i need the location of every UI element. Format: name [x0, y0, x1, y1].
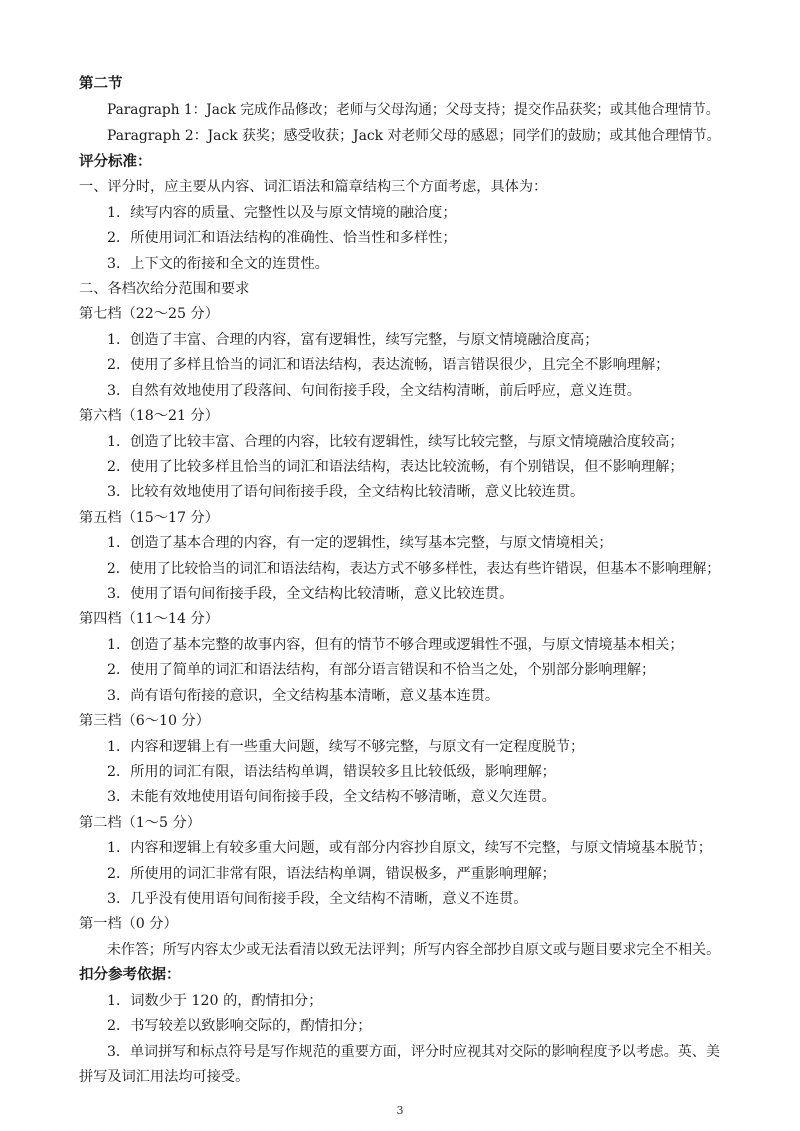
- grade-item: 1．创造了基本合理的内容，有一定的逻辑性，续写基本完整，与原文情境相关；: [107, 535, 613, 551]
- part-one-item: 2．所使用词汇和语法结构的准确性、恰当性和多样性；: [107, 230, 457, 246]
- grade-item: 2．使用了简单的词汇和语法结构，有部分语言错误和不恰当之处，个别部分影响理解；: [107, 662, 656, 678]
- grade-item: 1．创造了丰富、合理的内容，富有逻辑性，续写完整，与原文情境融洽度高；: [107, 332, 599, 348]
- grade-item: 3．几乎没有使用语句间衔接手段，全文结构不清晰，意义不连贯。: [107, 891, 528, 907]
- grade-item: 1．创造了比较丰富、合理的内容，比较有逻辑性，续写比较完整，与原文情境融洽度较高；: [107, 434, 684, 450]
- grade-item: 3．自然有效地使用了段落间、句间衔接手段，全文结构清晰，前后呼应，意义连贯。: [107, 383, 641, 399]
- part-two-heading: 二、各档次给分范围和要求: [79, 281, 250, 297]
- grade-item: 3．未能有效地使用语句间衔接手段，全文结构不够清晰，意义欠连贯。: [107, 789, 556, 805]
- grade-title: 第一档（0 分）: [79, 916, 178, 932]
- grade-item: 2．使用了比较多样且恰当的词汇和语法结构，表达比较流畅，有个别错误，但不影响理解；: [107, 459, 684, 475]
- grade-title: 第五档（15～17 分）: [79, 510, 219, 526]
- deduction-item-continued: 拼写及词汇用法均可接受。: [79, 1069, 250, 1085]
- paragraph-1-hint: Paragraph 1：Jack 完成作品修改；老师与父母沟通；父母支持；提交作品获奖；或其他合理情节。: [107, 102, 720, 118]
- part-one-item: 1．续写内容的质量、完整性以及与原文情境的融洽度；: [107, 205, 457, 221]
- deduction-item: 1．词数少于 120 的，酌情扣分；: [107, 993, 323, 1009]
- grade-item: 2．使用了多样且恰当的词汇和语法结构，表达流畅，语言错误很少，且完全不影响理解；: [107, 357, 670, 373]
- grade-title: 第六档（18～21 分）: [79, 408, 219, 424]
- deduction-item: 2．书写较差以致影响交际的，酌情扣分；: [107, 1018, 372, 1034]
- part-one-item: 3．上下文的衔接和全文的连贯性。: [107, 256, 329, 272]
- grade-item: 2．使用了比较恰当的词汇和语法结构，表达方式不够多样性，表达有些许错误，但基本不影响理解；: [107, 561, 721, 577]
- grade-title: 第四档（11～14 分）: [79, 611, 219, 627]
- grade-title: 第三档（6～10 分）: [79, 713, 210, 729]
- criteria-title: 评分标准：: [79, 154, 152, 170]
- deduction-item: 3．单词拼写和标点符号是写作规范的重要方面，评分时应视其对交际的影响程度予以考虑。英、美: [107, 1044, 720, 1060]
- grade-item: 1．内容和逻辑上有较多重大问题，或有部分内容抄自原文，续写不完整，与原文情境基本脱节；: [107, 840, 712, 856]
- grade-item: 1．内容和逻辑上有一些重大问题，续写不够完整，与原文有一定程度脱节；: [107, 739, 585, 755]
- grade-item: 3．使用了语句间衔接手段，全文结构比较清晰，意义比较连贯。: [107, 586, 514, 602]
- deduction-title: 扣分参考依据：: [79, 967, 181, 983]
- part-one-heading: 一、评分时，应主要从内容、词汇语法和篇章结构三个方面考虑，具体为：: [79, 179, 548, 195]
- grade-item: 2．所用的词汇有限，语法结构单调，错误较多且比较低级，影响理解；: [107, 764, 556, 780]
- grade-item: 3．尚有语句衔接的意识，全文结构基本清晰，意义基本连贯。: [107, 688, 500, 704]
- grade-item: 1．创造了基本完整的故事内容，但有的情节不够合理或逻辑性不强，与原文情境基本相关；: [107, 637, 684, 653]
- paragraph-2-hint: Paragraph 2：Jack 获奖；感受收获；Jack 对老师父母的感恩；同学们的鼓励；或其他合理情节。: [107, 128, 721, 144]
- grade-title: 第七档（22～25 分）: [79, 306, 219, 322]
- grade-item: 3．比较有效地使用了语句间衔接手段，全文结构比较清晰，意义比较连贯。: [107, 484, 585, 500]
- grade-title: 第二档（1～5 分）: [79, 815, 201, 831]
- grade-item: 未作答；所写内容太少或无法看清以致无法评判；所写内容全部抄自原文或与题目要求完全不相关。: [107, 942, 721, 958]
- grade-item: 2．所使用的词汇非常有限，语法结构单调，错误极多，严重影响理解；: [107, 866, 556, 882]
- page-number: 3: [396, 1104, 404, 1117]
- section-title: 第二节: [79, 76, 123, 92]
